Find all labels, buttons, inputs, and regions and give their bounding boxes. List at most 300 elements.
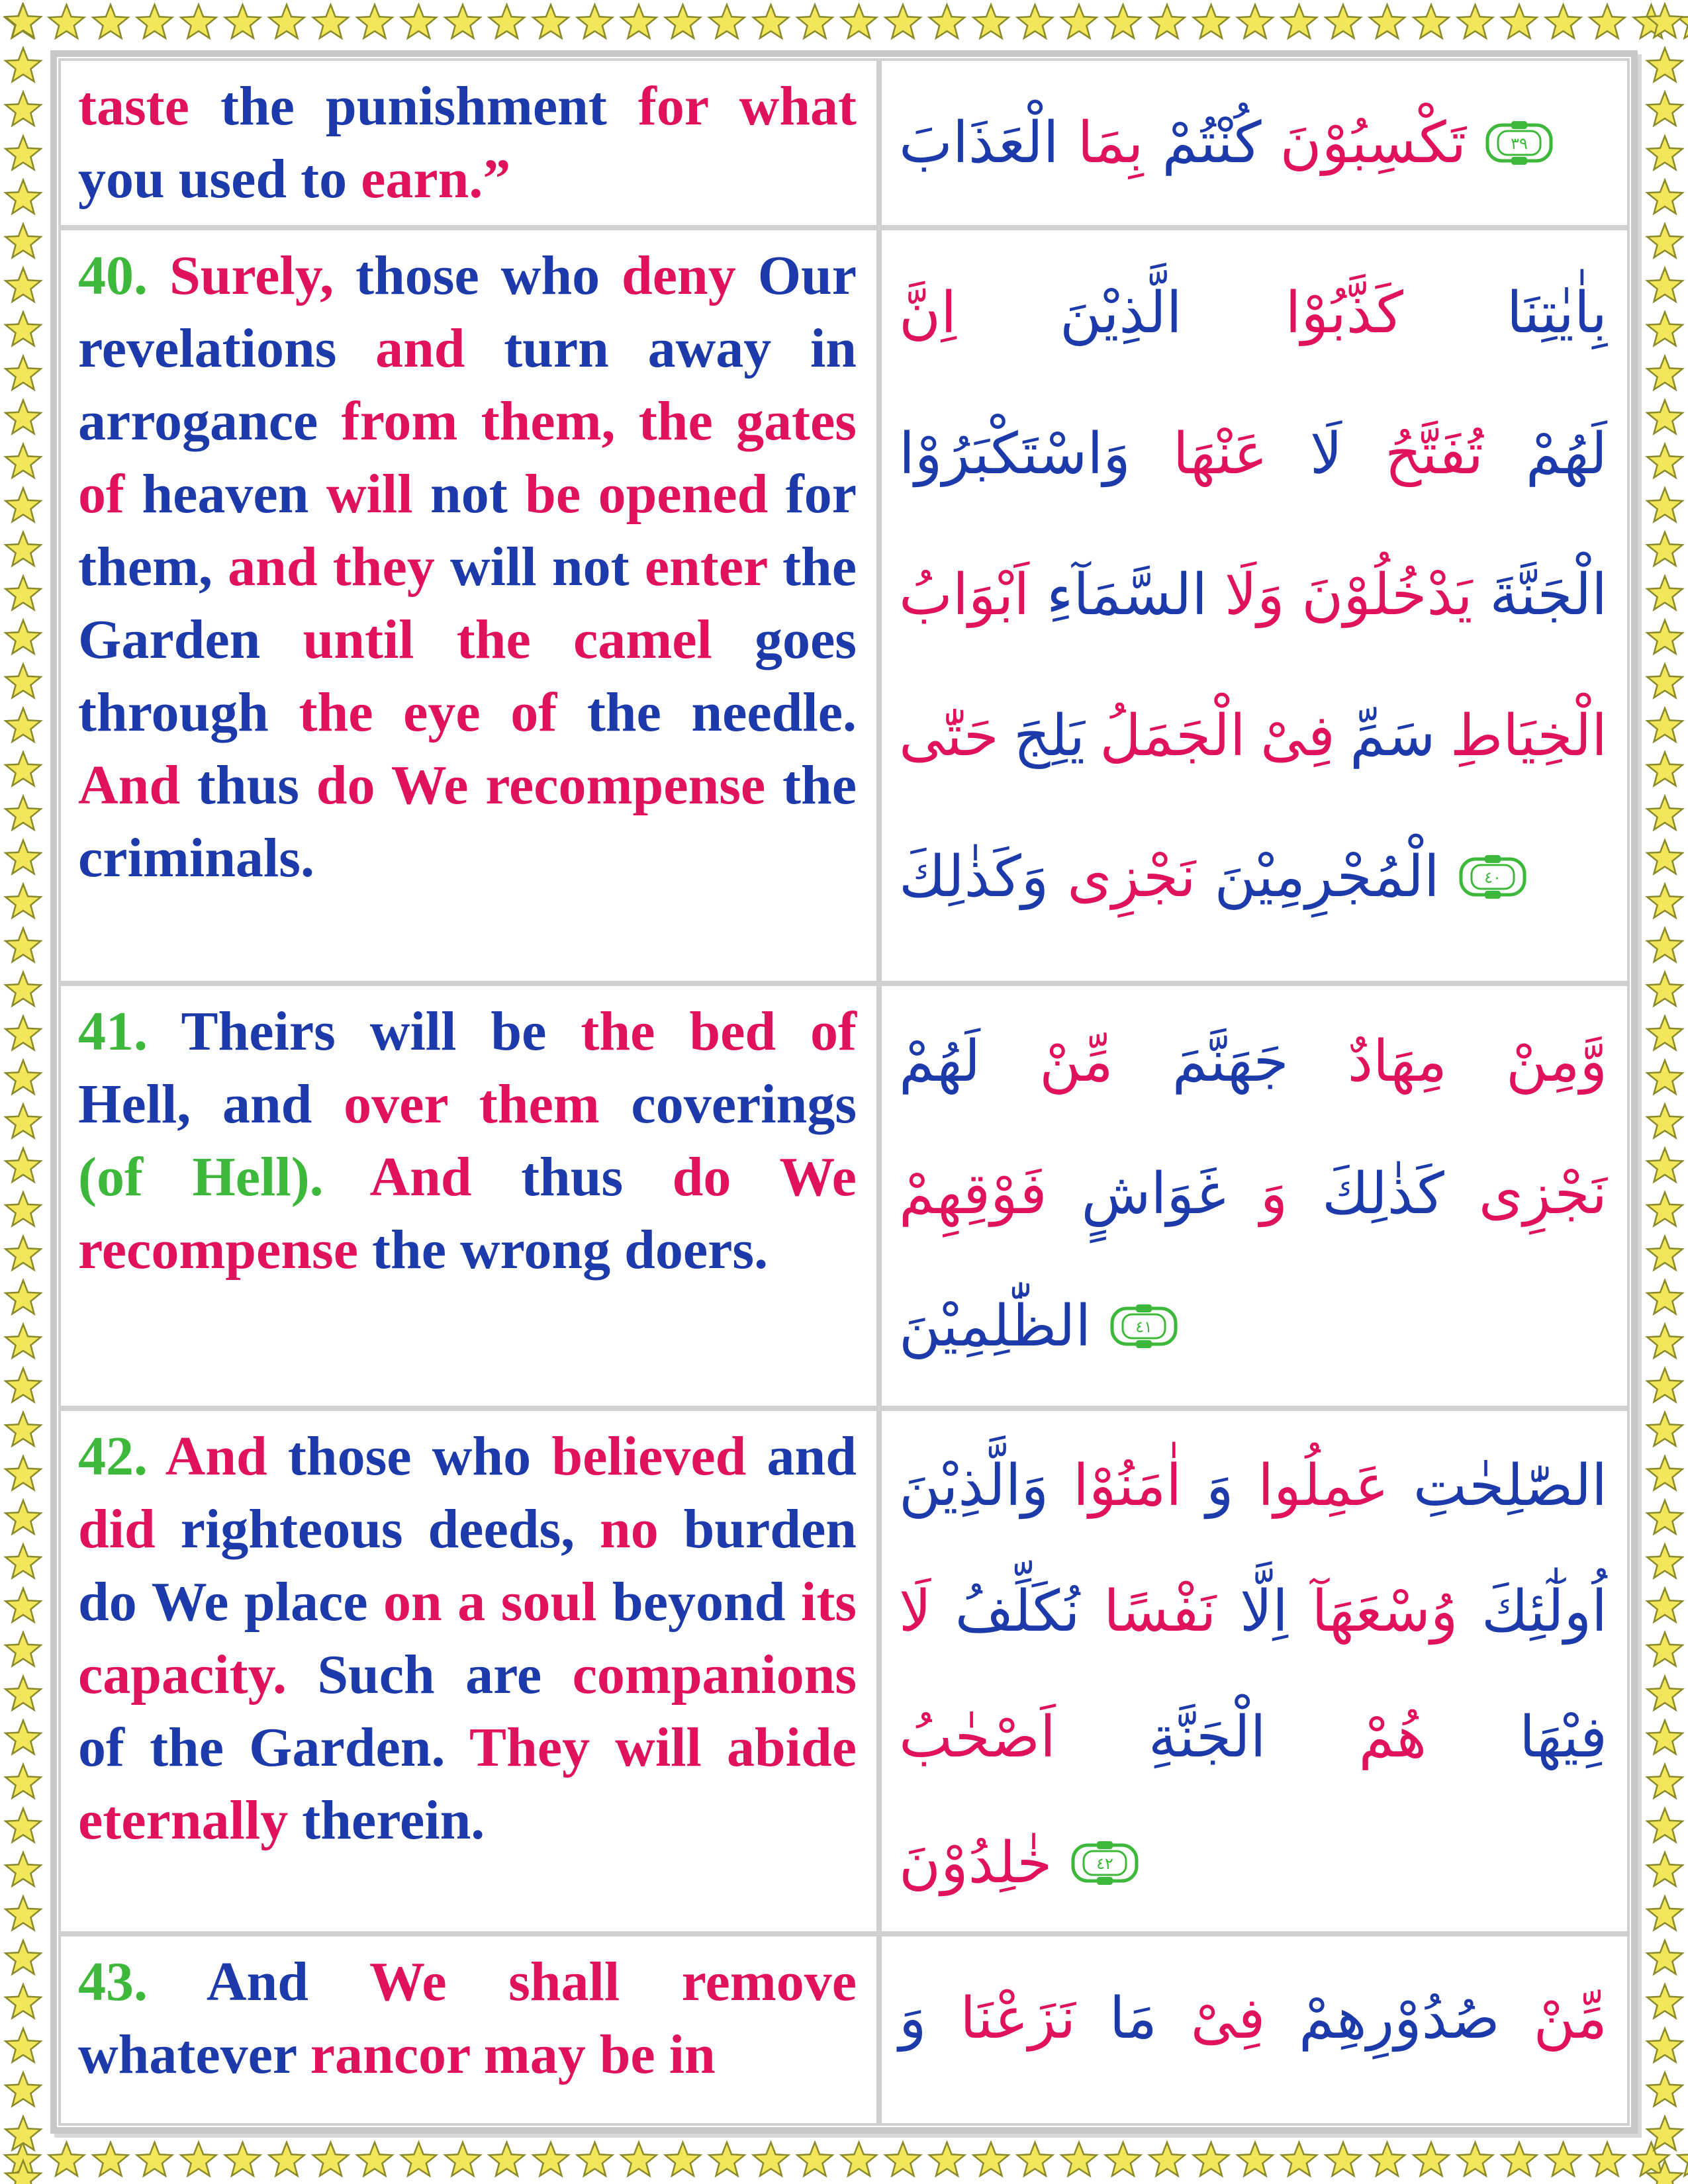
star-icon — [973, 2142, 1008, 2176]
arabic-line — [899, 383, 1607, 524]
star-icon — [1647, 1721, 1682, 1754]
arabic-line — [899, 1946, 1607, 2091]
star-icon — [1282, 5, 1317, 38]
translation-segment: you used to — [78, 148, 361, 210]
english-translation — [78, 240, 857, 895]
arabic-word: الَّذِيْنَ — [1059, 279, 1182, 346]
star-icon — [1647, 224, 1682, 258]
star-icon — [885, 5, 920, 38]
star-icon — [621, 2142, 656, 2176]
star-icon — [1647, 1457, 1682, 1490]
star-icon — [49, 2142, 84, 2176]
star-icon — [1647, 1545, 1682, 1578]
star-icon — [1105, 5, 1141, 38]
star-icon — [1282, 2142, 1317, 2176]
arabic-line — [899, 995, 1607, 1128]
star-icon — [1647, 1588, 1682, 1622]
arabic-word: بِمَا — [1077, 110, 1144, 176]
star-icon — [709, 5, 744, 38]
star-icon — [401, 5, 436, 38]
page-frame — [46, 46, 1642, 2138]
star-icon — [1647, 1940, 1682, 1974]
arabic-word: بِاٰيٰتِنَا — [1506, 279, 1607, 346]
star-icon — [1647, 1060, 1682, 1094]
star-icon — [5, 224, 40, 258]
translation-segment: goes through — [78, 609, 857, 743]
star-icon — [5, 796, 40, 830]
star-icon — [5, 884, 40, 918]
star-icon — [5, 1545, 40, 1578]
translation-segment: the punishment — [220, 75, 638, 137]
arabic-word: نَجْزِى — [1478, 1161, 1607, 1227]
star-icon — [181, 5, 216, 38]
star-icon — [753, 5, 788, 38]
arabic-verse — [899, 1418, 1607, 1926]
star-border-left — [0, 0, 46, 2184]
arabic-word: نَفْسًا — [1103, 1578, 1217, 1645]
translation-cell — [58, 1408, 879, 1934]
ayah-number-marker-icon — [1485, 120, 1554, 166]
star-icon — [5, 1676, 40, 1710]
translation-cell — [58, 1934, 879, 2126]
verse-row — [58, 1408, 1630, 1934]
star-icon — [1370, 2142, 1405, 2176]
star-icon — [1647, 1897, 1682, 1931]
star-icon — [5, 1148, 40, 1182]
star-icon — [5, 1500, 40, 1534]
translation-segment: the bed of — [581, 1001, 857, 1062]
translation-segment: enter — [644, 536, 783, 598]
arabic-word: حَتّٰى — [899, 702, 999, 769]
arabic-cell — [879, 1934, 1630, 2126]
translation-segment: thus — [197, 754, 316, 816]
star-icon — [929, 2142, 964, 2176]
star-icon — [1647, 1148, 1682, 1182]
star-icon — [5, 92, 40, 126]
star-icon — [1647, 752, 1682, 786]
translation-segment: And — [369, 1146, 522, 1208]
star-icon — [225, 2142, 260, 2176]
arabic-word: لَهُمْ — [1525, 420, 1607, 487]
star-icon — [49, 5, 84, 38]
translation-panel — [50, 50, 1638, 2134]
star-icon — [621, 5, 656, 38]
star-icon — [1647, 972, 1682, 1006]
arabic-word: الْجَمَلُ — [1100, 702, 1246, 769]
star-icon — [1647, 312, 1682, 346]
arabic-word: وَ — [899, 1985, 927, 2052]
arabic-word: جَهَنَّمَ — [1172, 1028, 1289, 1095]
arabic-word: وَ — [1205, 1453, 1234, 1519]
star-icon — [1413, 5, 1448, 38]
star-icon — [1647, 136, 1682, 170]
translation-segment: Our revelations — [78, 245, 857, 379]
star-icon — [1413, 2142, 1448, 2176]
arabic-word: لَا — [899, 1578, 932, 1645]
arabic-word: هُمْ — [1358, 1704, 1427, 1770]
star-icon — [1647, 841, 1682, 874]
star-icon — [5, 1633, 40, 1666]
arabic-line — [899, 524, 1607, 665]
arabic-word: وَلَا — [1224, 561, 1285, 628]
star-icon — [1647, 1193, 1682, 1226]
arabic-word: وَاسْتَكْبَرُوْا — [899, 420, 1131, 487]
arabic-verse — [899, 68, 1607, 216]
translation-segment: 42. — [78, 1426, 165, 1487]
star-icon — [137, 2142, 172, 2176]
star-icon — [5, 664, 40, 698]
translation-segment: its capacity. — [78, 1571, 857, 1706]
star-icon — [5, 532, 40, 566]
arabic-word: فِىْ — [1190, 1985, 1266, 2052]
translation-segment: deny — [622, 245, 758, 306]
star-icon — [1647, 2116, 1682, 2150]
english-translation — [78, 1946, 857, 2091]
star-icon — [5, 2116, 40, 2150]
star-icon — [401, 2142, 436, 2176]
translation-segment: be opened — [525, 463, 786, 525]
star-icon — [5, 1369, 40, 1402]
star-icon — [797, 2142, 832, 2176]
verse-row — [58, 1934, 1630, 2126]
star-icon — [489, 5, 524, 38]
star-icon — [533, 2142, 568, 2176]
ayah-number: ٤١ — [1135, 1318, 1153, 1336]
translation-segment: from them, the gates of — [78, 390, 857, 525]
arabic-line — [899, 70, 1607, 216]
star-icon — [1647, 2161, 1682, 2184]
star-icon — [1149, 2142, 1184, 2176]
ayah-number-marker-icon — [1109, 1303, 1178, 1349]
arabic-cell — [879, 228, 1630, 983]
english-translation — [78, 995, 857, 1287]
star-icon — [1647, 48, 1682, 82]
arabic-word: فِىْ — [1260, 702, 1335, 769]
star-icon — [5, 2161, 40, 2184]
translation-segment: righteous deeds, — [180, 1498, 600, 1560]
arabic-word: لَا — [1309, 420, 1342, 487]
arabic-line — [899, 1423, 1607, 1549]
arabic-word: مِّنْ — [1533, 1985, 1607, 2052]
arabic-word: كُنْتُمْ — [1162, 110, 1262, 176]
star-icon — [841, 5, 876, 38]
star-icon — [5, 4, 40, 38]
star-icon — [5, 1809, 40, 1843]
star-icon — [1647, 180, 1682, 214]
star-icon — [225, 5, 260, 38]
star-icon — [1647, 1676, 1682, 1710]
star-icon — [1501, 5, 1536, 38]
arabic-word: الْعَذَابَ — [899, 110, 1059, 176]
arabic-word: اِنَّ — [899, 279, 957, 346]
star-icon — [5, 1324, 40, 1358]
translation-segment: the criminals. — [78, 754, 857, 889]
translation-segment: will — [326, 463, 430, 525]
star-icon — [5, 929, 40, 962]
arabic-word: اِلَّا — [1240, 1578, 1288, 1645]
translation-segment: 41. — [78, 1001, 181, 1062]
translation-segment: do We recompense — [78, 1146, 857, 1281]
star-icon — [1647, 796, 1682, 830]
star-icon — [1647, 444, 1682, 478]
arabic-word: مِهَادٌ — [1347, 1028, 1447, 1095]
translation-segment: coverings — [631, 1073, 857, 1135]
translation-segment: taste — [78, 75, 220, 137]
star-icon — [5, 400, 40, 434]
star-icon — [313, 5, 348, 38]
arabic-word: وُسْعَهَآ — [1311, 1578, 1458, 1645]
translation-segment: They will abide eternally — [78, 1717, 857, 1851]
arabic-cell — [879, 983, 1630, 1408]
star-icon — [1647, 1809, 1682, 1843]
translation-segment: those who — [355, 245, 622, 306]
star-icon — [1647, 1633, 1682, 1666]
star-icon — [1647, 620, 1682, 654]
arabic-word: الصّٰلِحٰتِ — [1413, 1453, 1607, 1519]
star-icon — [797, 5, 832, 38]
star-icon — [445, 2142, 480, 2176]
star-icon — [1237, 2142, 1272, 2176]
translation-segment: heaven — [142, 463, 326, 525]
star-icon — [1647, 1985, 1682, 2019]
star-icon — [885, 2142, 920, 2176]
star-icon — [1546, 5, 1581, 38]
star-icon — [5, 1457, 40, 1490]
star-icon — [665, 5, 700, 38]
arabic-word: الْخِيَاطِ — [1450, 702, 1607, 769]
ayah-number: ٤٢ — [1096, 1854, 1114, 1873]
translation-segment: 40. — [78, 245, 169, 306]
star-icon — [1589, 5, 1624, 38]
verse-row — [58, 983, 1630, 1408]
star-icon — [1647, 1764, 1682, 1798]
star-icon — [1647, 4, 1682, 38]
star-icon — [137, 5, 172, 38]
arabic-word: خٰلِدُوْنَ — [899, 1830, 1053, 1896]
arabic-word: مِّنْ — [1039, 1028, 1113, 1095]
translation-segment: those who — [287, 1426, 552, 1487]
arabic-word: يَدْخُلُوْنَ — [1301, 561, 1473, 628]
translation-segment: did — [78, 1498, 181, 1560]
arabic-word: نَجْزِى — [1067, 843, 1196, 910]
translation-segment: the eye of — [299, 682, 587, 743]
arabic-word: اَبْوَابُ — [899, 561, 1030, 628]
translation-segment: Surely, — [169, 245, 356, 306]
translation-segment: therein. — [302, 1790, 485, 1851]
star-icon — [357, 2142, 392, 2176]
translation-segment: believed — [551, 1426, 767, 1487]
star-icon — [1647, 1105, 1682, 1138]
arabic-word: فَوْقِهِمْ — [899, 1161, 1047, 1227]
star-icon — [93, 5, 128, 38]
star-icon — [1647, 929, 1682, 962]
translation-segment: (of Hell). — [78, 1146, 370, 1208]
star-icon — [5, 1193, 40, 1226]
translation-segment: companions — [572, 1644, 857, 1706]
ayah-number-marker-icon — [1070, 1840, 1139, 1886]
arabic-verse — [899, 993, 1607, 1392]
star-icon — [1017, 2142, 1053, 2176]
star-icon — [1647, 576, 1682, 610]
star-icon — [1647, 1500, 1682, 1534]
star-icon — [269, 5, 304, 38]
star-icon — [5, 1412, 40, 1446]
star-icon — [1647, 268, 1682, 302]
arabic-word: فِيْهَا — [1519, 1704, 1607, 1770]
translation-segment: and — [375, 318, 504, 379]
arabic-word: وَكَذٰلِكَ — [899, 843, 1049, 910]
star-icon — [5, 972, 40, 1006]
star-icon — [5, 1940, 40, 1974]
arabic-word: لَهُمْ — [899, 1028, 981, 1095]
star-icon — [929, 5, 964, 38]
star-icon — [1647, 532, 1682, 566]
arabic-line — [899, 806, 1607, 947]
star-icon — [5, 2073, 40, 2107]
star-icon — [93, 2142, 128, 2176]
star-icon — [1061, 5, 1096, 38]
arabic-word: تَكْسِبُوْنَ — [1280, 110, 1467, 176]
star-icon — [973, 5, 1008, 38]
arabic-word: تُفَتَّحُ — [1384, 420, 1483, 487]
star-border-bottom — [0, 2138, 1688, 2184]
verse-grid — [58, 58, 1630, 2126]
arabic-word: عَنْهَا — [1172, 420, 1268, 487]
star-icon — [1647, 664, 1682, 698]
star-icon — [1458, 2142, 1493, 2176]
star-icon — [1647, 1236, 1682, 1270]
star-icon — [665, 2142, 700, 2176]
star-icon — [1061, 2142, 1096, 2176]
star-icon — [1458, 5, 1493, 38]
arabic-word: وَالَّذِيْنَ — [899, 1453, 1049, 1519]
translation-cell — [58, 983, 879, 1408]
star-icon — [5, 1897, 40, 1931]
star-icon — [489, 2142, 524, 2176]
star-icon — [5, 1764, 40, 1798]
arabic-word: سَمِّ — [1350, 702, 1436, 769]
star-icon — [5, 356, 40, 390]
star-icon — [5, 841, 40, 874]
star-icon — [5, 180, 40, 214]
translation-segment: not — [430, 463, 526, 525]
star-icon — [5, 1105, 40, 1138]
star-icon — [1647, 1324, 1682, 1358]
arabic-verse — [899, 1943, 1607, 2091]
arabic-word: وَّمِنْ — [1505, 1028, 1607, 1095]
arabic-word: نَزَعْنَا — [960, 1985, 1076, 2052]
arabic-word: الظّٰلِمِيْنَ — [899, 1293, 1092, 1359]
star-icon — [5, 1060, 40, 1094]
star-icon — [1105, 2142, 1141, 2176]
translation-segment: whatever — [78, 2024, 310, 2085]
arabic-cell — [879, 1408, 1630, 1934]
star-icon — [1194, 2142, 1229, 2176]
star-icon — [1647, 400, 1682, 434]
star-icon — [1194, 5, 1229, 38]
star-icon — [5, 48, 40, 82]
translation-segment: burden do We place — [78, 1498, 857, 1633]
ayah-number: ٤٠ — [1483, 868, 1501, 887]
arabic-word: السَّمَآءِ — [1046, 561, 1208, 628]
star-icon — [1647, 1017, 1682, 1050]
arabic-word: الْجَنَّةِ — [1148, 1704, 1266, 1770]
translation-segment: and — [767, 1426, 857, 1487]
ayah-number-marker-icon — [1458, 854, 1527, 900]
translation-segment: Such are — [317, 1644, 573, 1706]
translation-segment: of the Garden. — [78, 1717, 470, 1778]
translation-segment: 43. — [78, 1951, 207, 2013]
arabic-line — [899, 1549, 1607, 1674]
translation-segment: the wrong doers. — [372, 1219, 769, 1281]
translation-segment: the Garden — [78, 536, 857, 670]
star-icon — [5, 1017, 40, 1050]
arabic-cell — [879, 58, 1630, 228]
star-icon — [5, 1985, 40, 2019]
arabic-line — [899, 1800, 1607, 1926]
translation-segment: and they — [228, 536, 450, 598]
translation-segment: thus — [521, 1146, 673, 1208]
translation-segment: Theirs will be — [181, 1001, 581, 1062]
arabic-verse — [899, 237, 1607, 947]
arabic-word: اَصْحٰبُ — [899, 1704, 1056, 1770]
star-icon — [269, 2142, 304, 2176]
translation-segment: turn away in arrogance — [78, 318, 857, 452]
star-icon — [5, 1721, 40, 1754]
star-icon — [313, 2142, 348, 2176]
arabic-word: كَذٰلِكَ — [1322, 1161, 1444, 1227]
star-icon — [577, 2142, 612, 2176]
arabic-word: اٰمَنُوْا — [1072, 1453, 1182, 1519]
star-icon — [1325, 2142, 1360, 2176]
translation-segment: will not — [449, 536, 645, 598]
translation-segment: for what — [637, 75, 857, 137]
star-icon — [5, 1281, 40, 1314]
translation-segment: over them — [344, 1073, 632, 1135]
star-icon — [5, 136, 40, 170]
star-icon — [709, 2142, 744, 2176]
translation-segment: beyond — [612, 1571, 801, 1633]
translation-segment: until the camel — [303, 609, 755, 670]
translation-segment: for them, — [78, 463, 857, 598]
translation-segment: Hell, and — [78, 1073, 344, 1135]
star-icon — [5, 708, 40, 742]
arabic-word: كَذَّبُوْا — [1285, 279, 1403, 346]
star-icon — [5, 1852, 40, 1886]
arabic-word: نُكَلِّفُ — [955, 1578, 1080, 1645]
star-icon — [445, 5, 480, 38]
translation-segment: earn.” — [361, 148, 511, 210]
star-icon — [1647, 2028, 1682, 2062]
star-icon — [357, 5, 392, 38]
arabic-word: وَ — [1260, 1161, 1288, 1227]
verse-row — [58, 58, 1630, 228]
translation-segment: And — [206, 1951, 369, 2013]
star-icon — [533, 5, 568, 38]
arabic-word: الْمُجْرِمِيْنَ — [1214, 843, 1440, 910]
arabic-word: الْجَنَّةَ — [1489, 561, 1607, 628]
arabic-line — [899, 665, 1607, 806]
star-icon — [1370, 5, 1405, 38]
english-translation — [78, 1420, 857, 1857]
star-icon — [1647, 884, 1682, 918]
arabic-line — [899, 1128, 1607, 1260]
star-icon — [1546, 2142, 1581, 2176]
star-icon — [5, 752, 40, 786]
arabic-word: يَلِجَ — [1013, 702, 1085, 769]
star-icon — [5, 268, 40, 302]
star-icon — [5, 312, 40, 346]
